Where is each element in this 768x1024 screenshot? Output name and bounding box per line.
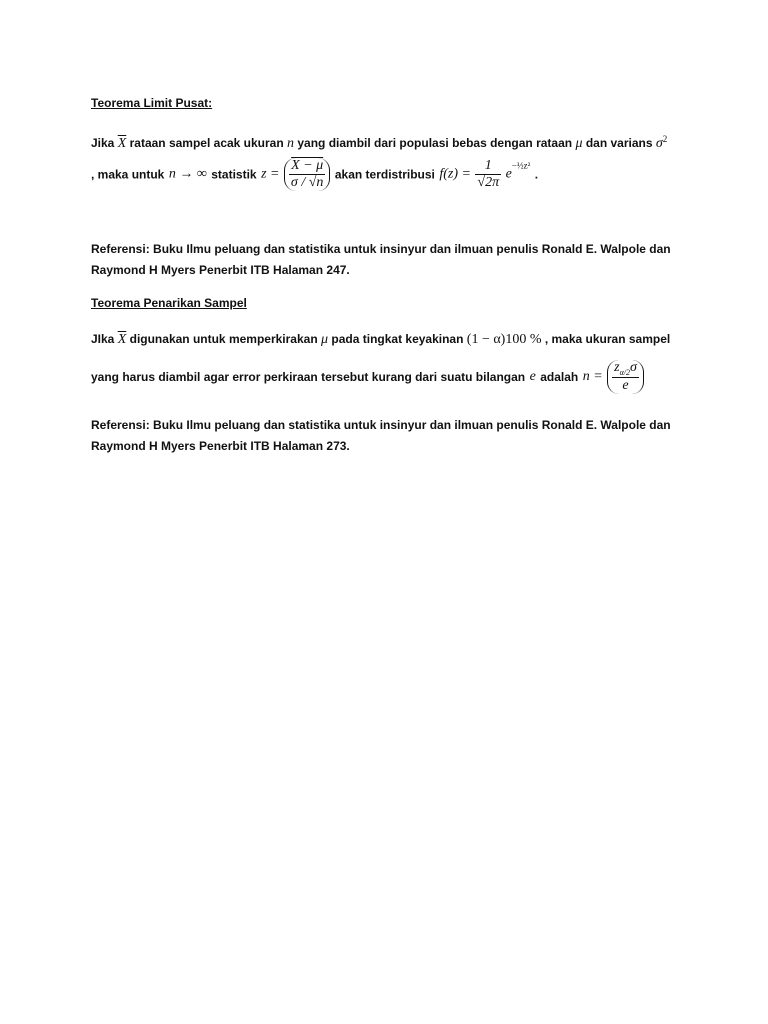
text: akan terdistribusi [334,167,435,182]
text: digunakan untuk memperkirakan [129,332,318,346]
sample-size-formula [607,360,644,394]
text: statistik [211,167,257,182]
sample-size-fraction [612,360,639,394]
n-equals: n = [582,368,603,384]
z-formula [284,158,330,191]
sigma-symbol: σ [655,136,663,151]
clt-line-2 [91,158,538,191]
n-symbol: n [287,136,295,151]
text: √2π [477,175,500,190]
confidence-level: (1 − α)100 % [466,332,542,347]
limit-expression: n → ∞ [168,166,207,182]
sampling-line-1 [91,332,670,347]
text: X − μ [291,158,324,173]
text: adalah [540,369,579,384]
mu-symbol: μ [321,332,329,347]
mu-symbol: μ [575,136,583,151]
f-of-z: f(z) = [439,166,471,182]
z-denominator: σ / √n [290,175,324,190]
heading-sampling: Teorema Penarikan Sampel [91,296,247,310]
text: dan varians [585,136,653,150]
text: yang harus diambil agar error perkiraan tersebut kurang dari suatu bilangan [91,369,526,384]
text: z [614,360,620,375]
text: , maka untuk [91,167,165,182]
text: α/2 [619,367,630,377]
reference-1-line-2: Raymond H Myers Penerbit ITB Halaman 247. [91,263,350,277]
square-exponent: 2 [662,134,668,144]
sampling-line-2 [91,360,644,394]
xbar-symbol: $\overline{X}$ [117,332,127,347]
e-symbol: e [529,368,536,384]
text: pada tingkat keyakinan [331,332,464,346]
z-equals: z = [261,166,280,182]
clt-line-1 [91,132,667,151]
text: √n [308,175,324,190]
z-numerator [289,158,325,175]
text: . [534,167,539,182]
xbar-symbol: $\overline{X}$ [117,136,127,151]
text: , maka ukuran sampel [544,332,671,346]
text: yang diambil dari populasi bebas dengan rataan [297,136,573,150]
reference-2-line-2: Raymond H Myers Penerbit ITB Halaman 273. [91,439,350,453]
sample-size-numerator [612,360,639,378]
text: e [622,377,629,393]
heading-central-limit: Teorema Limit Pusat: [91,96,213,110]
text: JIka [91,332,115,346]
normal-density-fraction [475,158,501,191]
text: σ [290,175,298,190]
reference-2-line-1: Referensi: Buku Ilmu peluang dan statistika untuk insinyur dan ilmuan penulis Ronald E. Walpole dan [91,418,671,432]
e-symbol: e [505,166,512,182]
reference-1-line-1: Referensi: Buku Ilmu peluang dan statistika untuk insinyur dan ilmuan penulis Ronald E. Walpole dan [91,242,671,256]
text: 1 [475,158,501,175]
text: rataan sampel acak ukuran [129,136,284,150]
exponent: −½z² [511,160,531,171]
z-fraction [289,158,325,191]
text: σ [630,360,637,375]
text: Jika [91,136,115,150]
